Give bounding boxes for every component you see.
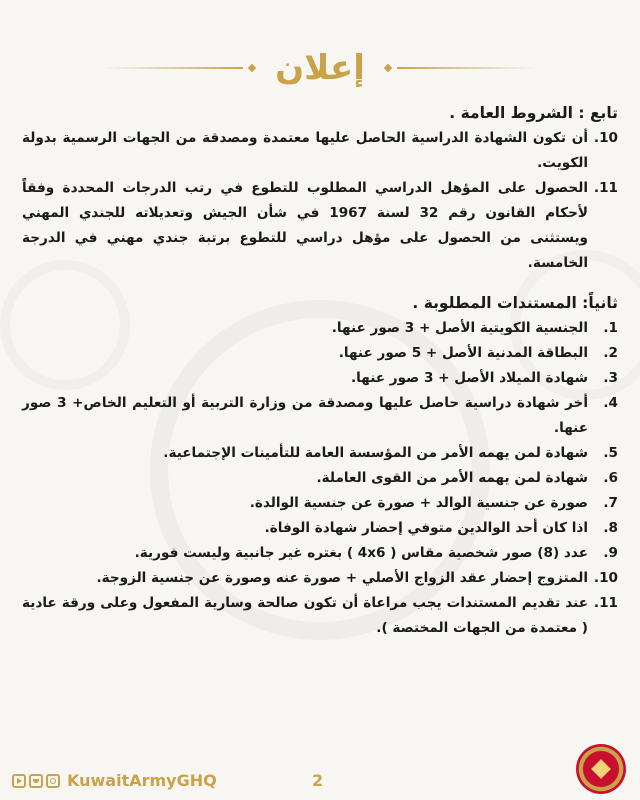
twitter-icon[interactable] [29, 774, 43, 788]
list-item-number: 10. [593, 130, 618, 146]
list-item-text: اذا كان أحد الوالدين متوفي إحضار شهادة الوفاة. [264, 520, 588, 536]
list-item-text: أخر شهادة دراسية حاصل عليها ومصدقة من وزارة التربية أو التعليم الخاص+ 3 صور عنها. [22, 395, 588, 436]
list-item [22, 391, 618, 441]
social-links [12, 771, 217, 790]
list-item-number: 9. [603, 545, 618, 561]
kuwait-army-emblem [576, 744, 626, 794]
list-item-number: 3. [603, 370, 618, 386]
list-item [22, 466, 618, 491]
list-item-text: الحصول على المؤهل الدراسي المطلوب للتطوع في رتب الدرجات المحددة وفقاً لأحكام القانون رقم 32 لسنة 1967 في شأن الجيش وتعديلاته للجندي المهني ويستثنى من الحصول على مؤهل دراسي للتطوع برتبة جندي مهني في الدرجة الخامسة. [22, 180, 588, 271]
list-item [22, 316, 618, 341]
social-handle[interactable]: KuwaitArmyGHQ [67, 771, 217, 790]
required-documents-list [22, 316, 618, 641]
list-item [22, 341, 618, 366]
list-item-text: عدد (8) صور شخصية مقاس ( 4x6 ) بغتره غير جانبية وليست فورية. [134, 545, 588, 561]
header-diamond-right [384, 64, 392, 72]
list-item [22, 126, 618, 176]
list-item [22, 491, 618, 516]
header-line-right [397, 67, 537, 69]
list-item-text: صورة عن جنسية الوالد + صورة عن جنسية الوالدة. [249, 495, 588, 511]
list-item-text: البطاقة المدنية الأصل + 5 صور عنها. [338, 345, 588, 361]
list-item-number: 1. [603, 320, 618, 336]
list-item [22, 591, 618, 641]
header-diamond-left [248, 64, 256, 72]
list-item-number: 5. [603, 445, 618, 461]
list-item [22, 441, 618, 466]
header-line-left [103, 67, 243, 69]
page-title: إعلان [275, 48, 365, 88]
list-item-number: 8. [603, 520, 618, 536]
list-item-number: 2. [603, 345, 618, 361]
header [0, 38, 640, 98]
list-item-text: أن تكون الشهادة الدراسية الحاصل عليها معتمدة ومصدقة من الجهات الرسمية بدولة الكويت. [22, 130, 588, 171]
list-item-text: عند تقديم المستندات يجب مراعاة أن تكون صالحة وسارية المفعول وعلى ورقة عادية ( معتمدة من الجهات المختصة ). [22, 595, 588, 636]
list-item-number: 6. [603, 470, 618, 486]
list-item-text: المتزوج إحضار عقد الزواج الأصلي + صورة عنه وصورة عن جنسية الزوجة. [96, 570, 588, 586]
list-item-number: 11. [593, 595, 618, 611]
announcement-content [22, 100, 618, 641]
section-general-conditions-title: تابع : الشروط العامة . [449, 104, 618, 122]
instagram-icon[interactable] [46, 774, 60, 788]
list-item-number: 4. [603, 395, 618, 411]
list-item [22, 566, 618, 591]
footer [0, 740, 640, 800]
list-item-text: الجنسية الكويتية الأصل + 3 صور عنها. [331, 320, 588, 336]
list-item [22, 176, 618, 276]
list-item-text: شهادة الميلاد الأصل + 3 صور عنها. [350, 370, 588, 386]
list-item [22, 366, 618, 391]
page-number: 2 [312, 771, 324, 790]
list-item-text: شهادة لمن يهمه الأمر من المؤسسة العامة للتأمينات الإجتماعية. [163, 445, 588, 461]
list-item [22, 516, 618, 541]
list-item-number: 10. [593, 570, 618, 586]
youtube-icon[interactable] [12, 774, 26, 788]
list-item [22, 541, 618, 566]
list-item-number: 11. [593, 180, 618, 196]
section-required-documents-title: ثانياً: المستندات المطلوبة . [412, 294, 618, 312]
list-item-text: شهادة لمن يهمه الأمر من القوى العاملة. [316, 470, 588, 486]
list-item-number: 7. [603, 495, 618, 511]
general-conditions-list [22, 126, 618, 276]
